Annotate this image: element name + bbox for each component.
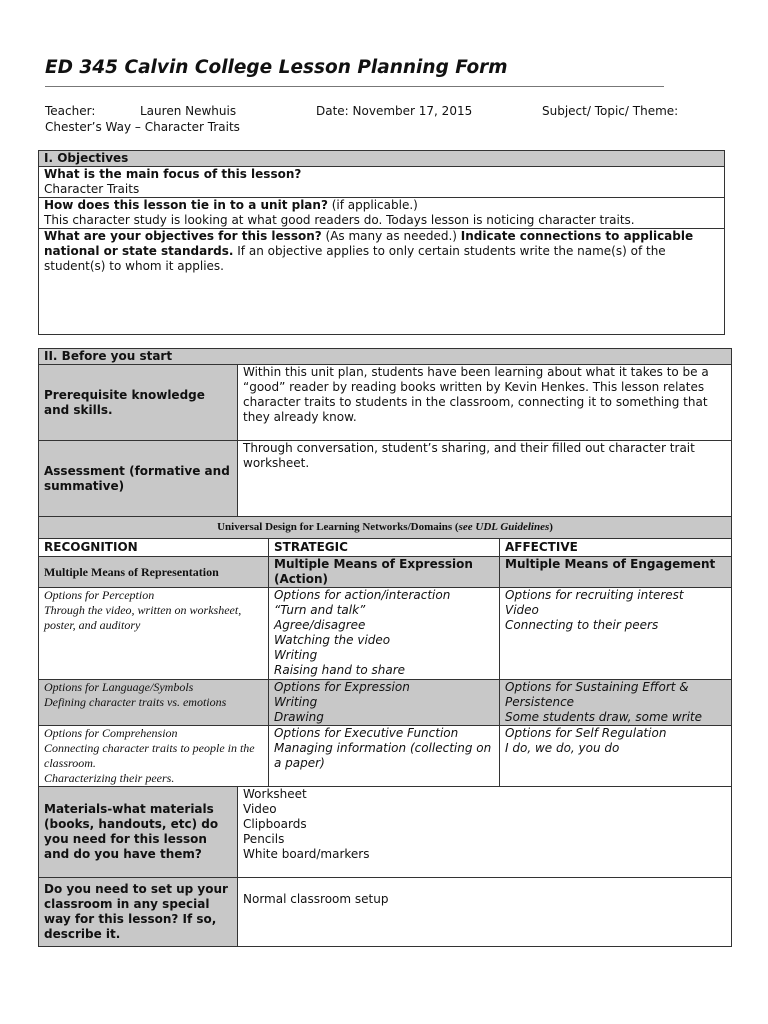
list-item: Clipboards: [243, 817, 307, 831]
representation-heading: Multiple Means of Representation: [39, 557, 269, 588]
udl-title: Universal Design for Learning Networks/Domains (see UDL Guidelines): [39, 517, 732, 539]
list-item: White board/markers: [243, 847, 370, 861]
standards-question: Indicate connections to applicable national or state standards.: [44, 229, 694, 258]
main-focus-question: What is the main focus of this lesson?: [44, 167, 302, 181]
action-interaction-cell: Options for action/interaction “Turn and talk” Agree/disagree Watching the video Writing Raising hand to share: [269, 588, 500, 680]
perception-cell: Options for Perception Through the video, written on worksheet, poster, and auditory: [39, 588, 269, 680]
setup-label: Do you need to set up your classroom in any special way for this lesson? If so, describe it.: [39, 878, 238, 947]
list-item: Worksheet: [243, 787, 307, 801]
teacher-label: Teacher:: [45, 104, 96, 118]
expression-heading: Multiple Means of Expression (Action): [269, 557, 500, 588]
col-affective: AFFECTIVE: [500, 539, 732, 557]
materials-list: [238, 787, 732, 878]
col-recognition: RECOGNITION: [39, 539, 269, 557]
form-title: ED 345 Calvin College Lesson Planning Form: [45, 57, 508, 78]
objectives-table: [38, 150, 725, 335]
materials-label: Materials-what materials (books, handouts, etc) do you need for this lesson and do you have them?: [39, 787, 238, 878]
prereq-label: Prerequisite knowledge and skills.: [39, 365, 238, 441]
assessment-label: Assessment (formative and summative): [39, 441, 238, 517]
unit-plan-answer: This character study is looking at what good readers do. Todays lesson is noticing character traits.: [44, 213, 635, 227]
expression-cell: Options for Expression Writing Drawing: [269, 680, 500, 726]
main-focus-answer: Character Traits: [44, 182, 140, 196]
unit-plan-note: (if applicable.): [327, 198, 418, 212]
recruiting-interest-cell: Options for recruiting interest Video Connecting to their peers: [500, 588, 732, 680]
title-divider: [45, 86, 664, 87]
main-focus-cell: [39, 167, 725, 198]
teacher-name: Lauren Newhuis: [140, 104, 237, 118]
executive-function-cell: Options for Executive Function Managing information (collecting on a paper): [269, 726, 500, 787]
subject-label: Subject/ Topic/ Theme:: [542, 104, 679, 118]
objectives-heading: I. Objectives: [39, 151, 725, 167]
engagement-heading: Multiple Means of Engagement: [500, 557, 732, 588]
language-symbols-cell: Options for Language/Symbols Defining character traits vs. emotions: [39, 680, 269, 726]
lesson-date: Date: November 17, 2015: [316, 104, 473, 118]
assessment-text: Through conversation, student’s sharing, and their filled out character trait worksheet.: [238, 441, 732, 517]
unit-plan-cell: [39, 198, 725, 229]
udl-guidelines-link-text: see UDL Guidelines: [458, 521, 550, 533]
objectives-note: (As many as needed.): [321, 229, 461, 243]
before-start-table: [38, 348, 732, 947]
list-item: Pencils: [243, 832, 285, 846]
subject-value: Chester’s Way – Character Traits: [45, 120, 240, 134]
sustaining-effort-cell: Options for Sustaining Effort & Persistence Some students draw, some write: [500, 680, 732, 726]
prereq-text: Within this unit plan, students have been learning about what it takes to be a “good” reader by reading books written by Kevin Henkes. This lesson relates character traits to students in the classroom, connecting it to something that they already know.: [238, 365, 732, 441]
objectives-instructions: If an objective applies to only certain students write the name(s) of the student(s) to whom it applies.: [44, 244, 666, 273]
before-start-heading: II. Before you start: [39, 349, 732, 365]
self-regulation-cell: Options for Self Regulation I do, we do, you do: [500, 726, 732, 787]
setup-text: Normal classroom setup: [238, 878, 732, 947]
list-item: Video: [243, 802, 277, 816]
unit-plan-question: How does this lesson tie in to a unit plan?: [44, 198, 328, 212]
col-strategic: STRATEGIC: [269, 539, 500, 557]
comprehension-cell: Options for Comprehension Connecting character traits to people in the classroom. Characterizing their peers.: [39, 726, 269, 787]
objectives-standards-cell: [39, 229, 725, 335]
objectives-question: What are your objectives for this lesson?: [44, 229, 322, 243]
